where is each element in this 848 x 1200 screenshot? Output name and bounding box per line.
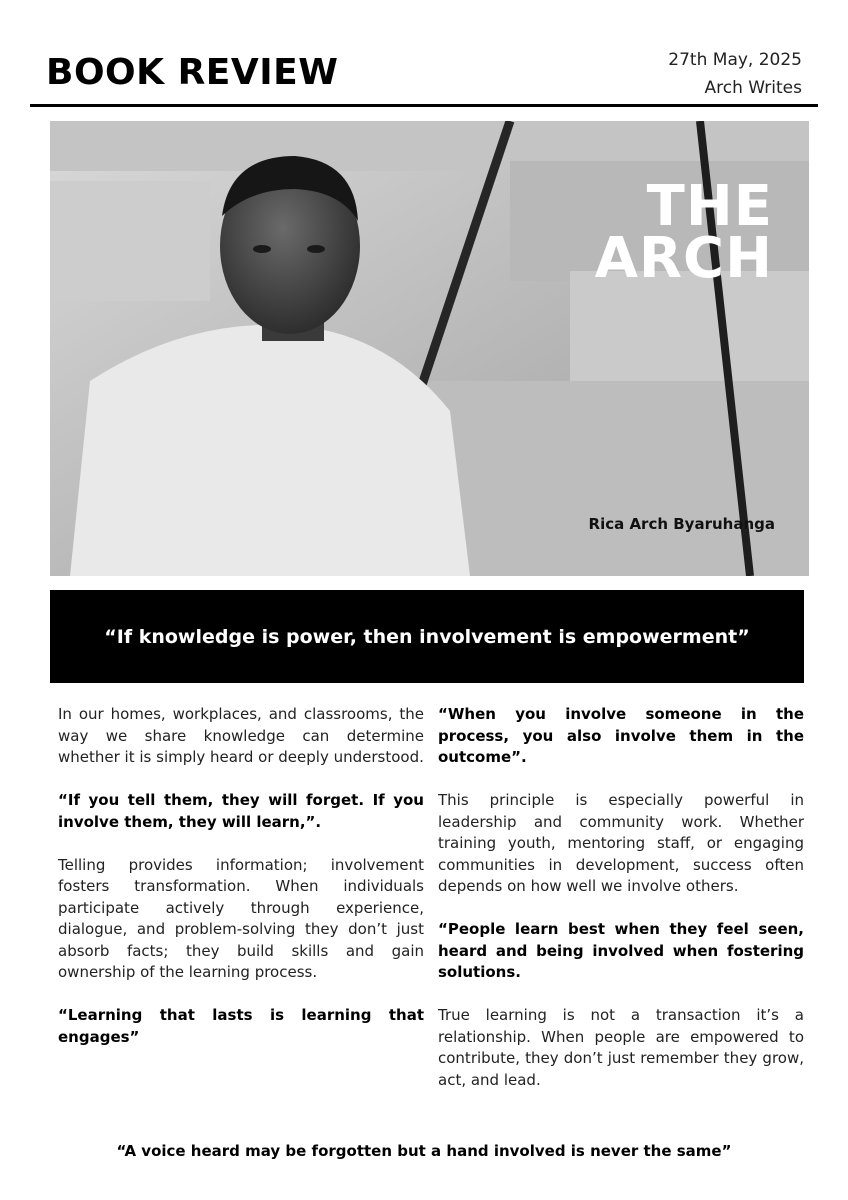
brand-line-arch: ARCH — [594, 226, 773, 291]
publish-date: 27th May, 2025 — [668, 50, 802, 70]
page-title: BOOK REVIEW — [46, 52, 339, 93]
intro-paragraph: In our homes, workplaces, and classrooms, the way we share knowledge can determine whether it is simply heard or deeply understood. — [58, 705, 424, 766]
photo-caption: Rica Arch Byaruhanga — [588, 515, 775, 533]
pull-quote-text: “If knowledge is power, then involvement is empowerment” — [104, 625, 750, 648]
portrait-photo — [50, 121, 809, 576]
quote-learning-lasts: “Learning that lasts is learning that engages” — [58, 1006, 424, 1046]
right-column — [438, 704, 804, 1113]
closing-paragraph: True learning is not a transaction it’s a relationship. When people are empowered to contribute, they don’t just remember they grow, act, and lead. — [438, 1006, 804, 1089]
header-divider — [30, 104, 818, 107]
brand-line-the: THE — [646, 174, 773, 239]
quote-people-learn: “People learn best when they feel seen, heard and being involved when fostering solutions. — [438, 920, 804, 981]
header-meta — [668, 46, 802, 102]
author-name: Arch Writes — [704, 78, 802, 98]
body-paragraph: Telling provides information; involvement fosters transformation. When individuals participate actively through experience, dialogue, and problem-solving they don’t just absorb facts; they build skills and gain ownership of the learning process. — [58, 855, 424, 981]
body-paragraph: This principle is especially powerful in leadership and community work. Whether training youth, mentoring staff, or engaging communities in development, success often depends on how well we involve others. — [438, 791, 804, 895]
footer-quote: “A voice heard may be forgotten but a hand involved is never the same” — [116, 1142, 732, 1160]
left-column — [58, 704, 424, 1070]
brand-mark — [594, 174, 773, 291]
quote-involve-outcome: “When you involve someone in the process, you also involve them in the outcome”. — [438, 705, 804, 766]
pull-quote-banner — [50, 590, 804, 683]
quote-tell-involve: “If you tell them, they will forget. If you involve them, they will learn,”. — [58, 791, 424, 831]
